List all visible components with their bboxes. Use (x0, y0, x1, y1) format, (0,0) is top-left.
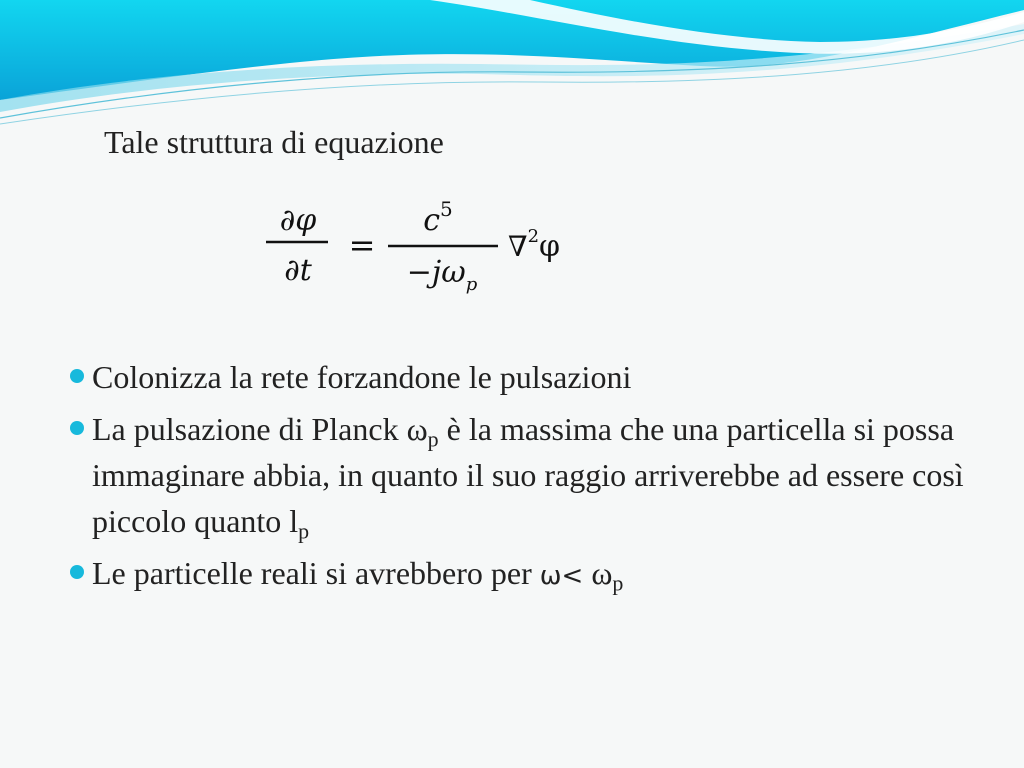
equation (262, 190, 622, 310)
eq-lhs-numerator: ∂φ (279, 203, 317, 238)
subscript: p (612, 570, 624, 596)
bullet-list (92, 354, 972, 605)
wave-banner (0, 0, 1024, 130)
eq-rhs-denominator: $-j\omega_p$ (406, 255, 478, 295)
bullet-text: Colonizza la rete forzandone le pulsazioni (92, 359, 632, 395)
eq-equals: = (348, 226, 376, 264)
eq-rhs-numerator: $c^5$ (423, 197, 453, 238)
subscript: p (298, 518, 310, 544)
bullet-dot (70, 369, 84, 383)
bullet-text-part: Le particelle reali si avrebbero per (92, 555, 540, 591)
omega-less-than: ω< (539, 561, 584, 591)
bullet-text-part: La pulsazione di Planck ω (92, 411, 428, 447)
bullet-text-part: ω (583, 555, 613, 591)
bullet-text-part: è la massima che una particella si possa immaginare abbia, in quanto il suo raggio arriverebbe ad essere così piccolo quanto l (92, 411, 964, 539)
slide-title: Tale struttura di equazione (104, 124, 444, 160)
subscript: p (427, 426, 439, 452)
bullet-item (92, 354, 972, 400)
bullet-item (92, 550, 972, 599)
bullet-item (92, 406, 972, 544)
bullet-dot (70, 421, 84, 435)
eq-lhs-denominator: ∂t (284, 253, 312, 288)
bullet-dot (70, 565, 84, 579)
eq-nabla: ∇$^2$φ (508, 226, 561, 264)
